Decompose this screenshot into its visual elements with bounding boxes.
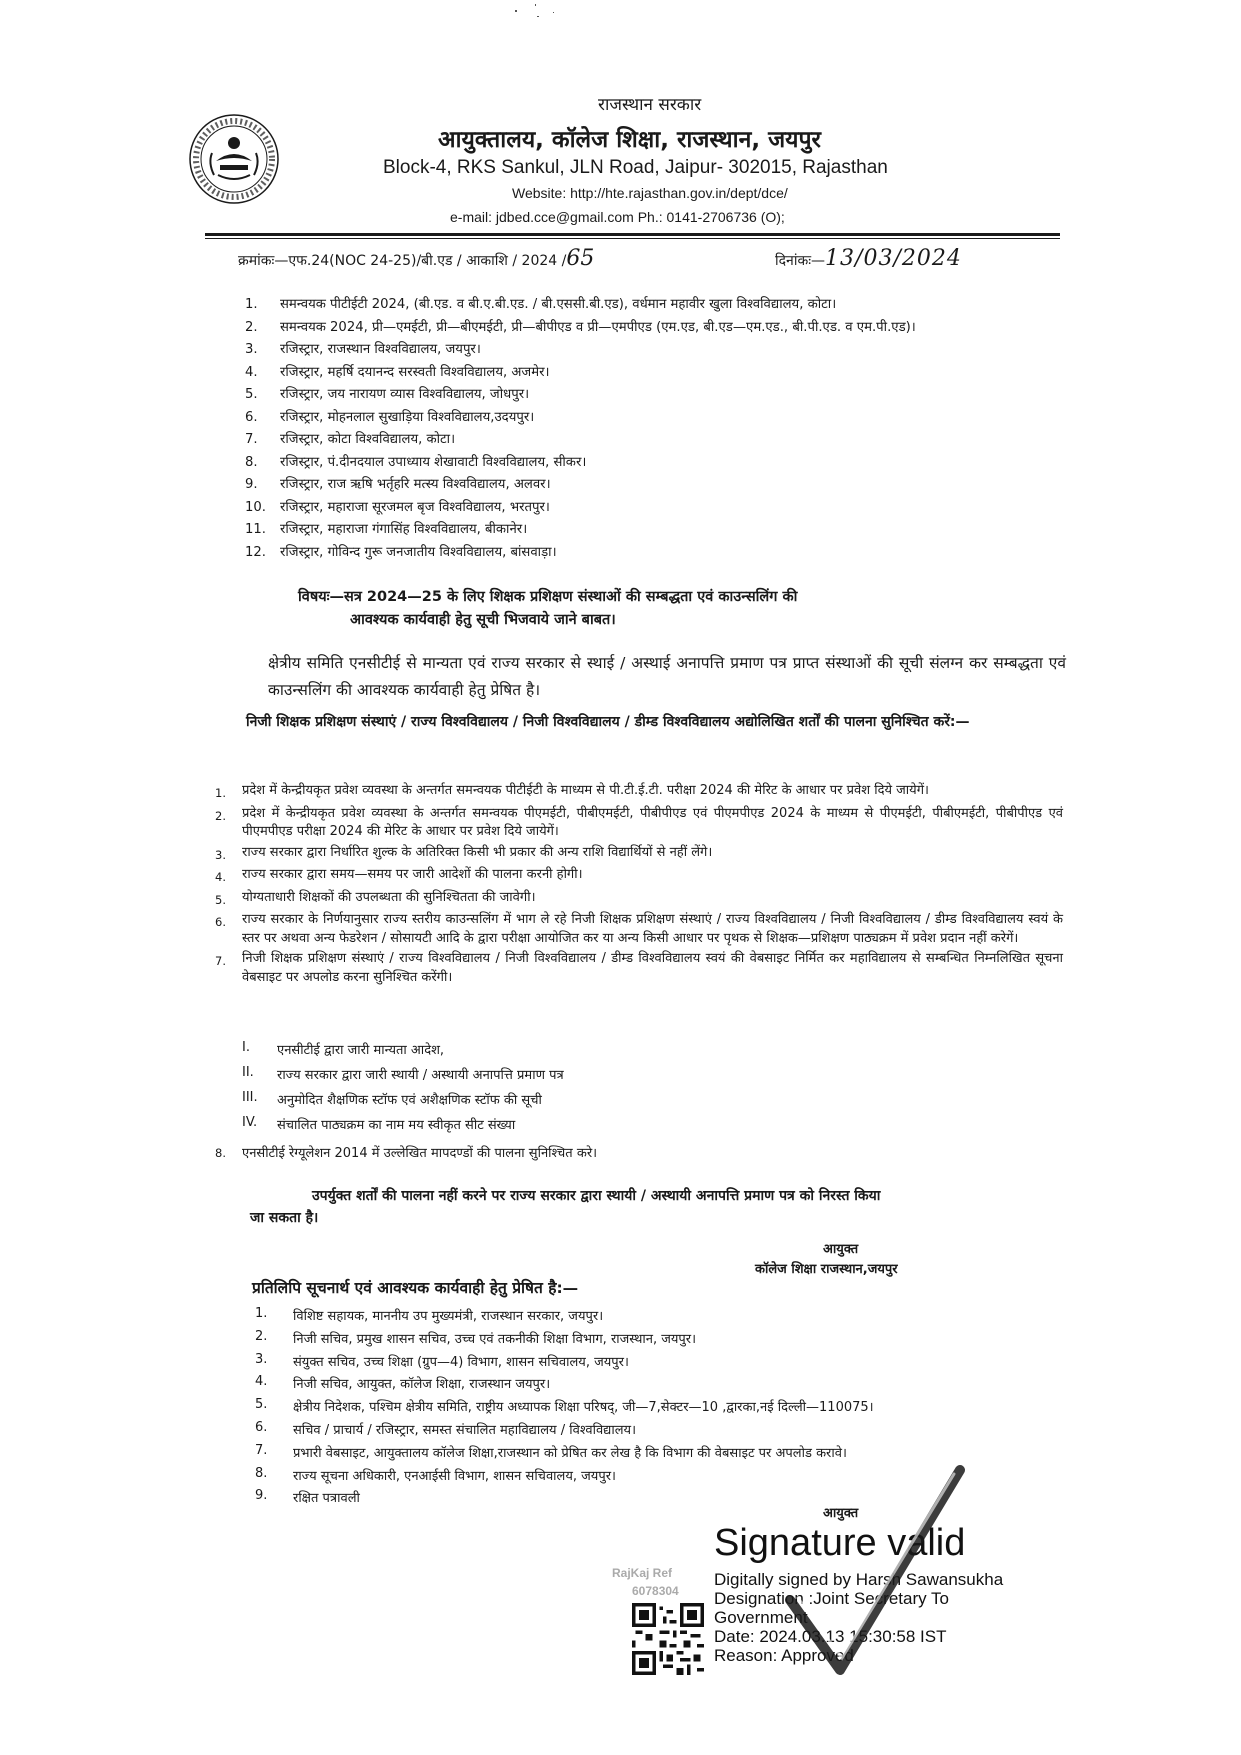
condition-8 (215, 1143, 597, 1161)
header-contact[interactable]: e-mail: jdbed.cce@gmail.com Ph.: 0141-2706736 (O); (450, 209, 785, 225)
list-number: 3. (245, 342, 258, 357)
list-text: राज्य सरकार के निर्णयानुसार राज्य स्तरीय काउन्सलिंग में भाग ले रहे निजी शिक्षक प्रशिक्षण संस्थाएं / राज्य विश्वविद्यालय / निजी विश्वविद्यालय / डीम्ड विश्वविद्यालय स्वयं के स्तर पर अथवा अन्य फेडरेशन / सोसायटी आदि के द्वारा परीक्षा आयोजित कर या अन्य किसी आधार पर पृथक से शिक्षक—प्रशिक्षण पाठ्यक्रम में प्रवेश प्रदान नहीं करेगें। (242, 912, 1063, 946)
list-number: 6. (255, 1419, 268, 1435)
list-text: रजिस्ट्रार, महाराजा सूरजमल बृज विश्वविद्यालय, भरतपुर। (280, 499, 550, 515)
list-item (242, 1065, 564, 1090)
list-item (245, 429, 916, 452)
scan-specks (515, 2, 575, 22)
list-item (242, 1040, 564, 1065)
list-item (255, 1306, 874, 1329)
list-number: 6. (245, 409, 258, 425)
list-number: 10. (245, 499, 266, 515)
qr-code-icon[interactable] (632, 1603, 704, 1675)
list-number: 2. (215, 808, 226, 823)
list-text: संचालित पाठ्यक्रम का नाम मय स्वीकृत सीट संख्या (277, 1118, 516, 1133)
list-number: 6. (215, 915, 226, 929)
list-text: रजिस्ट्रार, राज ऋषि भर्तृहरि मत्स्य विश्वविद्यालय, अलवर। (280, 477, 551, 492)
list-text: प्रदेश में केन्द्रीयकृत प्रवेश व्यवस्था के अन्तर्गत समन्वयक पीटीईटी के माध्यम से पी.टी.ई.टी. परीक्षा 2024 की मेरिट के आधार पर प्रवेश दिये जायेगें। (242, 783, 929, 798)
list-number: IV. (242, 1115, 258, 1130)
list-item (255, 1352, 874, 1375)
subject-line: विषयः—सत्र 2024—25 के लिए शिक्षक प्रशिक्षण संस्थाओं की सम्बद्धता एवं काउन्सलिंग की (298, 589, 798, 605)
list-text: निजी शिक्षक प्रशिक्षण संस्थाएं / राज्य विश्वविद्यालय / निजी विश्वविद्यालय / डीम्ड विश्वविद्यालय स्वयं की वेबसाइट निर्मित कर महाविद्यालय से सम्बन्धित निम्नलिखित सूचना वेबसाइट पर अपलोड करना सुनिश्चित करेंगी। (242, 951, 1063, 985)
list-text: रजिस्ट्रार, राजस्थान विश्वविद्यालय, जयपुर। (280, 342, 481, 357)
designation: Designation :Joint Secretary To (714, 1589, 949, 1608)
signature-date: Date: 2024.03.13 15:30:58 IST (714, 1627, 947, 1646)
list-text: अनुमोदित शैक्षणिक स्टॉफ एवं अशैक्षणिक स्टॉफ की सूची (277, 1093, 542, 1108)
list-item (245, 519, 916, 542)
list-text: रजिस्ट्रार, महाराजा गंगासिंह विश्वविद्यालय, बीकानेर। (280, 522, 528, 537)
list-number: 2. (245, 319, 258, 335)
list-item (245, 384, 916, 407)
list-number: 2. (255, 1328, 268, 1344)
warning-line: उपर्युक्त शर्तों की पालना नहीं करने पर राज्य सरकार द्वारा स्थायी / अस्थायी अनापत्ति प्रमाण पत्र को निरस्त किया (312, 1188, 881, 1204)
header-rule-thin (205, 238, 1060, 239)
signature-reason: Reason: Approved (714, 1646, 854, 1665)
list-text: एनसीटीई द्वारा जारी मान्यता आदेश, (277, 1043, 445, 1058)
header-rule-thick (205, 233, 1060, 236)
list-text: राज्य सरकार द्वारा निर्धारित शुल्क के अतिरिक्त किसी भी प्रकार की अन्य राशि विद्यार्थियों से नहीं लेंगे। (242, 844, 713, 860)
list-text: सचिव / प्राचार्य / रजिस्ट्रार, समस्त संचालित महाविद्यालय / विश्वविद्यालय। (293, 1422, 637, 1438)
list-item (245, 497, 916, 520)
handwritten-number: 65 (566, 246, 595, 271)
reference-number (238, 246, 594, 271)
rajkaj-number: 6078304 (632, 1584, 679, 1598)
list-item (255, 1374, 874, 1397)
list-number: 4. (245, 364, 258, 380)
list-number: 1. (245, 297, 258, 312)
list-number: 12. (245, 544, 266, 560)
signature-status: Signature valid (714, 1522, 966, 1564)
list-text: राज्य सूचना अधिकारी, एनआईसी विभाग, शासन सचिवालय, जयपुर। (293, 1468, 616, 1484)
copy-heading: प्रतिलिपि सूचनार्थ एवं आवश्यक कार्यवाही हेतु प्रेषित है:— (252, 1279, 579, 1297)
subject (298, 586, 797, 632)
list-item (242, 1090, 564, 1115)
list-text: एनसीटीई रेग्यूलेशन 2014 में उल्लेखित मापदण्डों की पालना सुनिश्चित करे। (242, 1146, 598, 1161)
list-text: रजिस्ट्रार, जय नारायण व्यास विश्वविद्यालय, जोधपुर। (280, 387, 530, 402)
list-text: रजिस्ट्रार, मोहनलाल सुखाड़िया विश्वविद्यालय,उदयपुर। (280, 409, 535, 425)
list-number: 8. (245, 454, 258, 470)
list-number: 1. (255, 1306, 268, 1321)
list-item (215, 889, 1063, 910)
list-number: 5. (215, 892, 226, 907)
list-number: I. (242, 1040, 250, 1055)
list-number: III. (242, 1090, 258, 1105)
list-item (245, 339, 916, 362)
list-item (245, 362, 916, 385)
list-text: समन्वयक 2024, प्री—एमईटी, प्री—बीएमईटी, प्री—बीपीएड व प्री—एमपीएड (एम.एड, बी.एड—एम.एड., बी.पी.एड. व एम.पी.एड)। (280, 319, 916, 335)
rajkaj-label: RajKaj Ref (612, 1566, 673, 1580)
list-item (245, 294, 916, 317)
list-text: राज्य सरकार द्वारा जारी स्थायी / अस्थायी अनापत्ति प्रमाण पत्र (277, 1068, 564, 1083)
list-number: 5. (245, 387, 258, 402)
list-text: निजी सचिव, आयुक्त, कॉलेज शिक्षा, राजस्थान जयपुर। (293, 1377, 551, 1393)
list-item (255, 1329, 874, 1352)
intro-paragraph: क्षेत्रीय समिति एनसीटीई से मान्यता एवं राज्य सरकार से स्थाई / अस्थाई अनापत्ति प्रमाण पत्र प्राप्त संस्थाओं की सूची संलग्न कर सम्बद्धता एवं काउन्सलिंग की आवश्यक कार्यवाही हेतु प्रेषित है। (268, 654, 1066, 699)
list-item (245, 452, 916, 475)
signed-by: Digitally signed by Harsh Sawansukha (714, 1570, 1004, 1589)
list-number: II. (242, 1065, 254, 1080)
list-text: रजिस्ट्रार, पं.दीनदयाल उपाध्याय शेखावाटी विश्वविद्यालय, सीकर। (280, 454, 587, 470)
list-item (245, 317, 916, 340)
header-office: आयुक्तालय, कॉलेज शिक्षा, राजस्थान, जयपुर (438, 127, 821, 153)
rajasthan-government-emblem-icon (188, 113, 280, 205)
header-website[interactable]: Website: http://hte.rajasthan.gov.in/dept/dce/ (512, 185, 788, 201)
list-text: राज्य सरकार द्वारा समय—समय पर जारी आदेशों की पालना करनी होगी। (242, 867, 583, 882)
list-item (255, 1397, 874, 1420)
sub-items-list (242, 1040, 564, 1140)
reference-date (775, 246, 962, 271)
signatory-title: आयुक्त (823, 1242, 859, 1257)
list-number: 7. (245, 432, 258, 447)
list-number: 8. (215, 1146, 226, 1160)
list-number: 4. (255, 1374, 268, 1390)
list-text: समन्वयक पीटीईटी 2024, (बी.एड. व बी.ए.बी.एड. / बी.एससी.बी.एड), वर्धमान महावीर खुला विश्वविद्यालय, कोटा। (280, 297, 837, 312)
list-text: रजिस्ट्रार, गोविन्द गुरू जनजातीय विश्वविद्यालय, बांसवाड़ा। (280, 544, 557, 560)
reference-prefix: क्रमांकः—एफ.24(NOC 24-25)/बी.एड / आकाशि / 2024 / (238, 253, 567, 269)
list-item (215, 844, 1063, 865)
list-text: क्षेत्रीय निदेशक, पश्चिम क्षेत्रीय समिति, राष्ट्रीय अध्यापक शिक्षा परिषद्, जी—7,सेक्टर—10 ,द्वारका,नई दिल्ली—110075। (293, 1400, 874, 1416)
list-item (215, 866, 1063, 887)
list-text: रजिस्ट्रार, महर्षि दयानन्द सरस्वती विश्वविद्यालय, अजमेर। (280, 364, 550, 380)
list-item (215, 805, 1063, 842)
list-text: प्रभारी वेबसाइट, आयुक्तालय कॉलेज शिक्षा,राजस्थान को प्रेषित कर लेख है कि विभाग की वेबसाइट पर अपलोड करावे। (293, 1445, 847, 1461)
list-text: निजी सचिव, प्रमुख शासन सचिव, उच्च एवं तकनीकी शिक्षा विभाग, राजस्थान, जयपुर। (293, 1331, 697, 1347)
list-item (255, 1420, 874, 1443)
list-number: 7. (215, 954, 226, 968)
addressee-list (245, 294, 916, 564)
list-item (215, 911, 1063, 948)
list-number: 9. (255, 1488, 268, 1504)
list-text: रक्षित पत्रावली (293, 1491, 360, 1507)
list-number: 11. (245, 522, 266, 537)
warning-line: जा सकता है। (250, 1210, 319, 1226)
list-number: 7. (255, 1442, 268, 1458)
header-address: Block-4, RKS Sankul, JLN Road, Jaipur- 302015, Rajasthan (383, 157, 888, 178)
list-item (245, 407, 916, 430)
list-item (215, 782, 1063, 803)
header-state: राजस्थान सरकार (598, 95, 702, 115)
list-number: 4. (215, 870, 226, 884)
list-number: 1. (215, 786, 226, 800)
list-number: 9. (245, 477, 258, 492)
date-label: दिनांकः— (775, 253, 826, 269)
list-text: प्रदेश में केन्द्रीयकृत प्रवेश व्यवस्था के अन्तर्गत समन्वयक पीएमईटी, पीबीएमईटी, पीबीपीएड एवं पीएमपीएड 2024 के माध्यम से पीएमईटी, पीबीएमईटी, पीबीपीएड एवं पीएमपीएड परीक्षा 2024 की मेरिट के आधार पर प्रवेश दिये जायेगें। (242, 805, 1063, 839)
list-number: 5. (255, 1397, 268, 1413)
list-number: 3. (255, 1351, 268, 1367)
list-item (215, 950, 1063, 987)
list-text: रजिस्ट्रार, कोटा विश्वविद्यालय, कोटा। (280, 432, 456, 447)
list-item (242, 1115, 564, 1140)
subject-line: आवश्यक कार्यवाही हेतु सूची भिजवाये जाने बाबत। (350, 612, 616, 628)
designation-cont: Government (714, 1608, 808, 1627)
handwritten-date: 13/03/2024 (825, 246, 962, 271)
list-number: 3. (215, 847, 226, 862)
list-item (245, 542, 916, 565)
signatory-office: कॉलेज शिक्षा राजस्थान,जयपुर (755, 1262, 898, 1277)
list-number: 8. (255, 1465, 268, 1481)
conditions-heading: निजी शिक्षक प्रशिक्षण संस्थाएं / राज्य विश्वविद्यालय / निजी विश्वविद्यालय / डीम्ड विश्वविद्यालय अद्योलिखित शर्तों की पालना सुनिश्चित करें:— (246, 714, 970, 730)
list-text: संयुक्त सचिव, उच्च शिक्षा (ग्रुप—4) विभाग, शासन सचिवालय, जयपुर। (293, 1354, 629, 1370)
list-item (245, 474, 916, 497)
list-text: विशिष्ट सहायक, माननीय उप मुख्यमंत्री, राजस्थान सरकार, जयपुर। (293, 1309, 604, 1324)
signatory-title-2: आयुक्त (823, 1506, 859, 1521)
list-text: योग्यताधारी शिक्षकों की उपलब्धता की सुनिश्चितता की जावेगी। (242, 889, 536, 905)
conditions-list (215, 782, 1063, 989)
checkmark-icon (770, 1450, 970, 1690)
